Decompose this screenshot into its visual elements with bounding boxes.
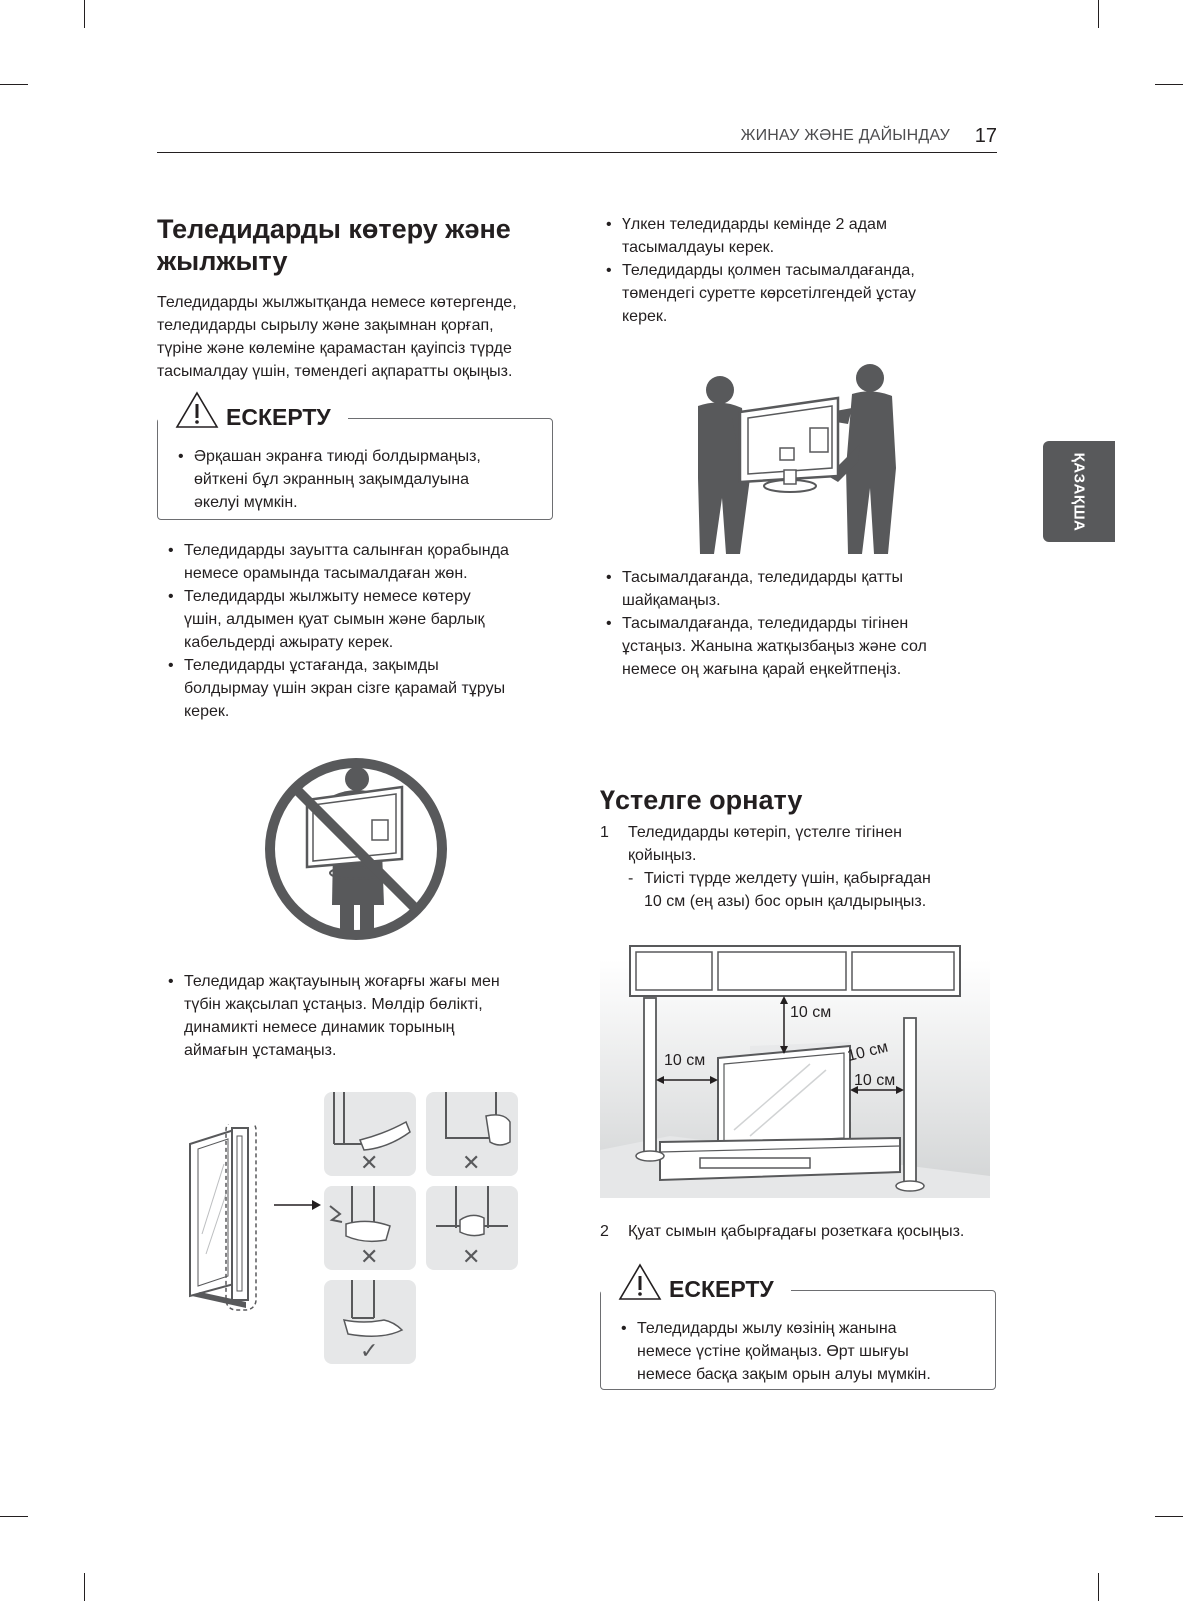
arrow-right-icon (272, 1198, 322, 1212)
intro-paragraph (157, 291, 567, 383)
list-item-line: • Тасымалдағанда, теледидарды тігінен (622, 615, 909, 632)
grip-panel-right (324, 1280, 416, 1364)
list-item (168, 585, 558, 654)
subitem-line: Тиісті түрде желдету үшін, қабырғадан (644, 870, 931, 887)
intro-line: Теледидарды жылжытқанда немесе көтергенде, (157, 294, 517, 311)
list-item-line: кабельдерді ажырату керек. (184, 634, 394, 651)
grip-panel-wrong (426, 1186, 518, 1270)
section-heading-line: Теледидарды көтеру және (157, 214, 511, 244)
subitem-line: 10 см (ең азы) бос орын қалдырыңыз. (644, 893, 927, 910)
section-heading (157, 213, 577, 277)
caution-line: немесе басқа зақым орын алуы мүмкін. (637, 1366, 931, 1383)
list-item-line: • Теледидарды ұстағанда, зақымды (184, 657, 439, 674)
step-number: 1 (600, 824, 609, 841)
crop-mark (1155, 84, 1183, 85)
caution-label: ЕСКЕРТУ (226, 404, 331, 430)
list-item-line: • Тасымалдағанда, теледидарды қатты (622, 569, 904, 586)
install-steps-2 (600, 1220, 1020, 1243)
list-item-line: үшін, алдымен қуат сымын және барлық (184, 611, 485, 628)
list-item (168, 970, 558, 1062)
caution-line: әкелуі мүмкін. (194, 494, 298, 511)
wrong-mark-icon: ✕ (360, 1150, 379, 1175)
list-item (606, 259, 1006, 328)
wrong-mark-icon: ✕ (462, 1150, 481, 1175)
list-item-line: төмендегі суретте көрсетілгендей ұстау (622, 285, 917, 302)
list-item-line: • Теледидарды зауытта салынған қорабында (184, 542, 509, 559)
crop-mark (84, 1573, 85, 1601)
list-item-line: керек. (622, 308, 668, 325)
clearance-right-lower-label: 10 см (854, 1072, 896, 1089)
crop-mark (1155, 1516, 1183, 1517)
list-item-line: түбін жақсылап ұстаңыз. Мөлдір бөлікті, (184, 996, 483, 1013)
step-item (600, 821, 1020, 913)
wrong-mark-icon: ✕ (462, 1244, 481, 1269)
right-mark-icon: ✓ (360, 1338, 379, 1363)
carry-list (606, 213, 1006, 328)
clearance-right-upper-label: 10 см (845, 1038, 890, 1066)
running-head (157, 125, 997, 153)
step-item (600, 1220, 1020, 1243)
grip-screen-hand-illustration (426, 1186, 518, 1248)
step-line: Қуат сымын қабырғадағы розеткаға қосыңыз. (628, 1223, 965, 1240)
intro-line: тасымалдау үшін, төмендегі ақпаратты оқыңыз. (157, 363, 513, 380)
list-item (606, 612, 1006, 681)
step-line: қойыңыз. (628, 847, 697, 864)
caution-item (621, 1317, 981, 1386)
list-item-line: аймағын ұстамаңыз. (184, 1042, 337, 1059)
list-item (168, 654, 558, 723)
grip-bottom-hand-illustration (324, 1092, 416, 1154)
caution-line: немесе үстіне қоймаңыз. Өрт шығуы (637, 1343, 909, 1360)
list-item-line: немесе орамында тасымалдаған жөн. (184, 565, 468, 582)
grip-side-hand-illustration (426, 1092, 518, 1154)
list-item-line: болдырмау үшін экран сізге қарамай тұруы (184, 680, 506, 697)
grip-panel-wrong (324, 1092, 416, 1176)
wall-clearance-diagram (600, 940, 990, 1198)
list-item-line: тасымалдауы керек. (622, 239, 775, 256)
list-item-line: шайқамаңыз. (622, 592, 721, 609)
warning-triangle-icon (174, 390, 220, 430)
intro-line: түріне және көлеміне қарамастан қауіпсіз түрде (157, 340, 512, 357)
caution-list (178, 445, 538, 514)
clearance-top-label: 10 см (790, 1004, 832, 1021)
list-item-line: • Теледидарды қолмен тасымалдағанда, (622, 262, 915, 279)
crop-mark (84, 0, 85, 28)
section-heading-line: жылжыту (157, 246, 288, 276)
crop-mark (1098, 1573, 1099, 1601)
list-item-line: немесе оң жағына қарай еңкейтпеңіз. (622, 661, 902, 678)
caution-heading (158, 390, 348, 434)
grip-correct-hand-illustration (324, 1280, 416, 1342)
section-heading: Үстелге орнату (600, 785, 803, 815)
list-item (606, 566, 1006, 612)
list-item-line: динамикті немесе динамик торының (184, 1019, 455, 1036)
caution-item (178, 445, 538, 514)
list-item (168, 539, 558, 585)
crop-mark (0, 84, 28, 85)
step-subitem (628, 867, 1020, 913)
handling-list (168, 539, 558, 723)
caution-heading (601, 1262, 791, 1306)
warning-triangle-icon (617, 1262, 663, 1302)
grip-speaker-hand-illustration (324, 1186, 416, 1248)
clearance-left-label: 10 см (664, 1052, 706, 1069)
two-people-carrying-tv-illustration (692, 358, 902, 554)
no-screen-facing-illustration (262, 755, 450, 943)
tv-side-view-illustration (184, 1124, 314, 1312)
list-item-line: керек. (184, 703, 230, 720)
caution-line: • Теледидарды жылу көзінің жанына (637, 1320, 897, 1337)
list-item-line: • Теледидарды жылжыту немесе көтеру (184, 588, 471, 605)
hold-list (168, 970, 558, 1062)
caution-label: ЕСКЕРТУ (669, 1276, 774, 1302)
section-title: ЖИНАУ ЖӘНЕ ДАЙЫНДАУ (740, 127, 950, 144)
list-item-line: ұстаңыз. Жанына жатқызбаңыз және сол (622, 638, 927, 655)
grip-panel-wrong (324, 1186, 416, 1270)
caution-list (621, 1317, 981, 1386)
list-item-line: • Үлкен теледидарды кемінде 2 адам (622, 216, 887, 233)
step-number: 2 (600, 1223, 609, 1240)
page-number: 17 (974, 125, 997, 147)
language-tab (1043, 441, 1115, 542)
step-line: Теледидарды көтеріп, үстелге тігінен (628, 824, 902, 841)
transport-list (606, 566, 1006, 681)
list-item (606, 213, 1006, 259)
intro-line: теледидарды сырылу және зақымнан қорғап, (157, 317, 494, 334)
install-steps (600, 821, 1020, 913)
tv-on-stand-illustration (600, 940, 990, 1198)
language-tab-label: ҚАЗАҚША (1070, 452, 1088, 531)
subitem-dash: - (628, 870, 634, 887)
caution-line: өйткені бұл экранның зақымдалуына (194, 471, 469, 488)
crop-mark (1098, 0, 1099, 28)
grip-panel-wrong (426, 1092, 518, 1176)
wrong-mark-icon: ✕ (360, 1244, 379, 1269)
list-item-line: • Теледидар жақтауының жоғарғы жағы мен (184, 973, 500, 990)
crop-mark (0, 1516, 28, 1517)
caution-line: • Әрқашан экранға тиюді болдырмаңыз, (194, 448, 481, 465)
